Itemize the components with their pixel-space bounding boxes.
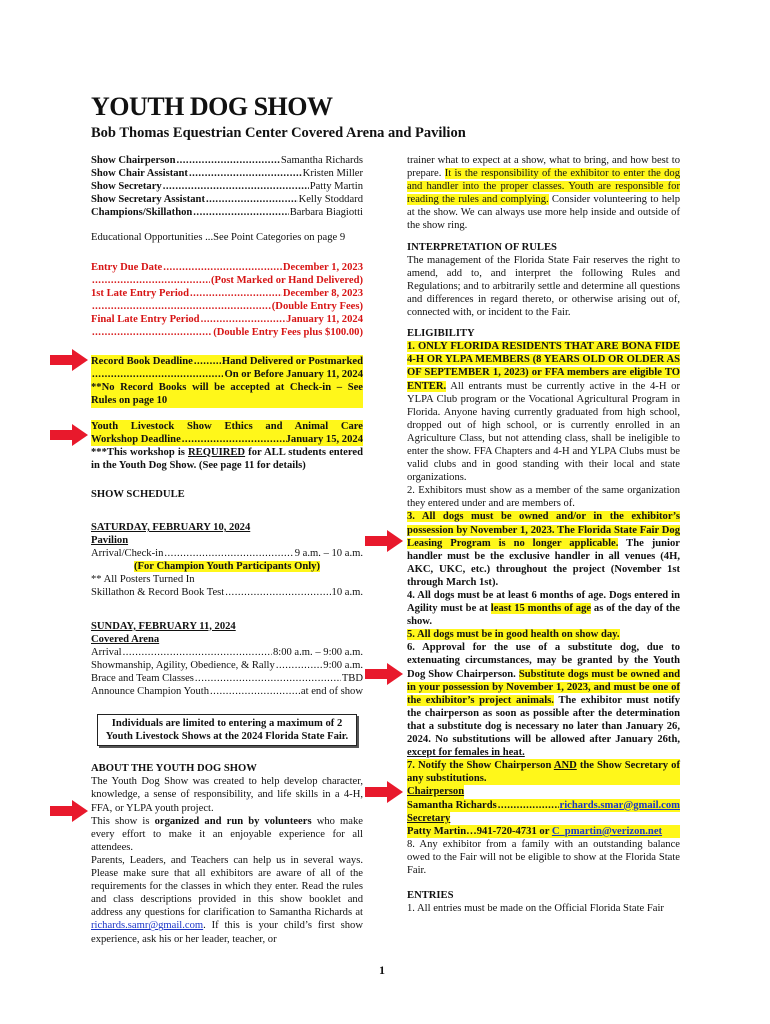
limit-notice-box: Individuals are limited to entering a maximum of 2 Youth Livestock Shows at the 2024 Florida State Fair. <box>97 714 357 746</box>
entries-heading: ENTRIES <box>407 890 454 902</box>
interpretation-text: The management of the Florida State Fair reserves the right to amend, add to, and interpret the following Rules and Regulations; and to arbitrarily settle and determine all questions and differences in regard thereto, or otherwise arising out of, connected with, or incident to the Fair. <box>407 254 680 319</box>
record-book-deadline: Record Book Deadline ..... Hand Delivered or Postmarked ..... On or Before January 11, 2024 **No Record Books will be accepted at Check-in – See Rules on page 10 <box>91 355 363 407</box>
arrow-icon <box>365 663 403 685</box>
secretary-email-link[interactable]: C_pmartin@verizon.net <box>551 825 663 837</box>
arrow-icon <box>365 781 403 803</box>
arrow-icon <box>50 800 88 822</box>
page-title: YOUTH DOG SHOW <box>91 92 333 121</box>
sunday-schedule: SUNDAY, FEBRUARY 11, 2024 Covered Arena Arrival ..... 8:00 a.m. – 9:00 a.m. Showmanship, Agility, Obedience, & Rally ..... 9:00 a.m. Brace and Team Classes ..... TBD Announce Champion Youth ..... at end of show <box>91 620 363 699</box>
email-link[interactable]: richards.samr@gmail.com <box>91 920 204 932</box>
right-column <box>407 154 680 915</box>
staff-list <box>91 154 363 219</box>
arrow-icon <box>365 530 403 552</box>
champion-note: (For Champion Youth Participants Only) <box>134 561 320 573</box>
eligibility-section: ELIGIBILITY 1. ONLY FLORIDA RESIDENTS THAT ARE BONA FIDE 4-H OR YLPA MEMBERS (8 YEARS OLD OR OLDER AS OF SEPTEMBER 1, 2023) or FFA members are eligible TO ENTER. All entrants must be currently active in the 4-H or YLPA Club program or the Vocational Agricultural Program in Florida. Anyone having currently graduated from high school, dropped out of high school, or is currently enrolled in an Agriculture Class, but not attending class, shall be ineligible to enter the show. FFA Chapters and 4-H and YLPA Clubs must be valid clubs and in good standing with their local and state organizations. 2. Exhibitors must show as a member of the same organization they entered under and are members of. 3. All dogs must be owned and/or in the exhibitor’s possession by November 1, 2023. The Florida State Fair Dog Leasing Program is no longer applicable. The junior handler must be the exclusive handler in all venues (4H, AKC, UKC, etc.) throughout the project (November 1st through March 1st). 4. All dogs must be at least 6 months of age. Dogs entered in Agility must be at least 15 months of age as of the day of the show. 5. All dogs must be in good health on show day. 6. Approval for the use of a substitute dog, due to extenuating circumstances, may be granted by the Youth Dog Show Chairperson. Substitute dogs must be owned and in your possession by November 1, 2023, and must be one of the exhibitor’s project animals. The exhibitor must notify the chairperson as soon as possible after the determination that a substitute dog is necessary no later than January 26, 2024. No substitutions will be allowed after January 26th, except for females in heat. 7. Notify the Show Chairperson AND the Show Secretary of any substitutions. Chairperson Samantha Richards ..... richards.smar@gmail.com Secretary Patty Martin…941-720-4731 or C_pmartin@verizon.net 8. Any exhibitor from a family with an outstanding balance owed to the Fair will not be eligible to show at the Florida State Fair. <box>407 327 680 877</box>
page-subtitle: Bob Thomas Equestrian Center Covered Arena and Pavilion <box>91 125 466 141</box>
saturday-schedule: SATURDAY, FEBRUARY 10, 2024 Pavilion Arrival/Check-in ..... 9 a.m. – 10 a.m. (For Champion Youth Participants Only) ** All Posters Turned In Skillathon & Record Book Test ..... 10 a.m. <box>91 521 363 600</box>
interpretation-heading: INTERPRETATION OF RULES <box>407 241 557 253</box>
educational-note: Educational Opportunities ...See Point Categories on page 9 <box>91 232 346 244</box>
chair-email-link[interactable]: richards.smar@gmail.com <box>559 799 680 811</box>
staff-row: Show Chair Assistant ..... Kristen Miller <box>91 167 363 180</box>
entries-text: 1. All entries must be made on the Official Florida State Fair <box>407 903 664 915</box>
page-number: 1 <box>379 963 385 977</box>
show-schedule-heading: SHOW SCHEDULE <box>91 488 185 500</box>
arrow-icon <box>50 349 88 371</box>
staff-row: Show Secretary Assistant ..... Kelly Stoddard <box>91 193 363 206</box>
staff-row: Show Chairperson ..... Samantha Richards <box>91 154 363 167</box>
staff-row: Champions/Skillathon ..... Barbara Biagiotti <box>91 206 363 219</box>
left-column <box>91 154 363 946</box>
entry-dates: Entry Due Date ..... December 1, 2023 ..... (Post Marked or Hand Delivered) 1st Late Entry Period ..... December 8, 2023 ..... (Double Entry Fees) Final Late Entry Period ..... January 11, 2024 ..... (Double Entry Fees plus $100.00) <box>91 261 363 340</box>
arrow-icon <box>50 424 88 446</box>
about-section: ABOUT THE YOUTH DOG SHOW The Youth Dog Show was created to help develop character, knowledge, a sense of responsibility, and life skills in a 4-H, FFA, or YLPA youth project. This show is organized and run by volunteers who make every effort to make it an enjoyable experience for all attendees. Parents, Leaders, and Teachers can help us in several ways. Please make sure that all exhibitors are aware of all of the requirements for the classes in which they enter. Read the rules and class descriptions provided in this show booklet and address any questions for clarification to Samantha Richards at richards.samr@gmail.com. If this is your child’s first show experience, ask his or her leader, teacher, or <box>91 763 363 945</box>
continued-paragraph: trainer what to expect at a show, what to bring, and how best to prepare. It is the responsibility of the exhibitor to enter the dog and handler into the proper classes. Youth are responsible for reading the rules and complying. Consider volunteering to help at the show. We can always use more help inside and outside of the show ring. <box>407 155 680 232</box>
staff-row: Show Secretary ..... Patty Martin <box>91 180 363 193</box>
workshop-deadline: Youth Livestock Show Ethics and Animal Care Workshop Deadline ..... January 15, 2024 ***This workshop is REQUIRED for ALL students entered in the Youth Dog Show. (See page 11 for details) <box>91 420 363 472</box>
